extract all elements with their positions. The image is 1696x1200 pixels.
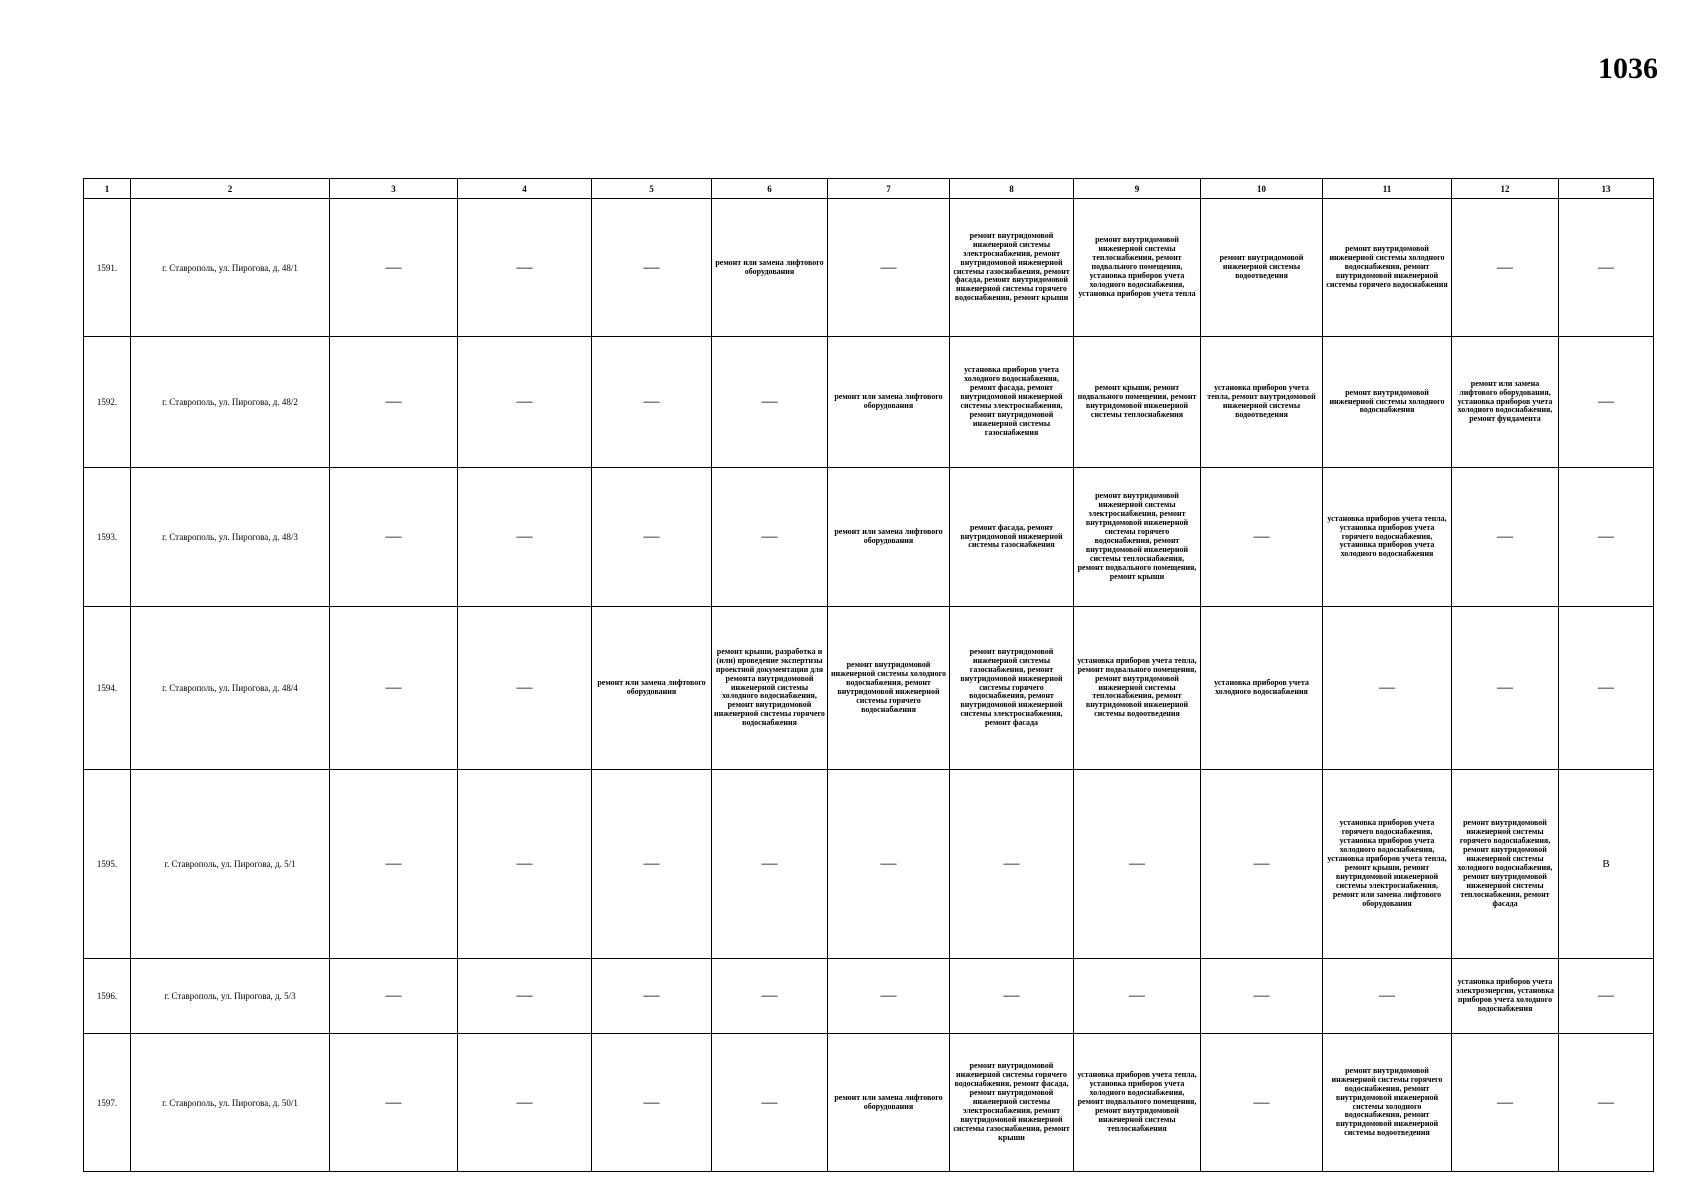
row-number: 1592. xyxy=(84,337,131,468)
address-cell: г. Ставрополь, ул. Пирогова, д. 48/4 xyxy=(131,607,330,770)
work-cell: ремонт или замена лифтового оборудования xyxy=(592,607,712,770)
work-cell: — xyxy=(458,770,592,959)
work-cell: — xyxy=(592,337,712,468)
work-cell: ремонт или замена лифтового оборудования xyxy=(828,468,950,607)
row-number: 1596. xyxy=(84,959,131,1034)
work-cell: ремонт или замена лифтового оборудования xyxy=(712,199,828,337)
table-body xyxy=(84,199,1654,1172)
work-cell: — xyxy=(330,1034,458,1172)
page-number: 1036 xyxy=(1598,52,1658,85)
work-cell: ремонт внутридомовой инженерной системы горячего водоснабжения, ремонт внутридомовой инженерной системы холодного водоснабжения, ремонт внутридомовой инженерной системы водоотведения xyxy=(1323,1034,1452,1172)
work-cell: установка приборов учета тепла, установка приборов учета горячего водоснабжения, установка приборов учета холодного водоснабжения xyxy=(1323,468,1452,607)
row-number: 1591. xyxy=(84,199,131,337)
work-cell: — xyxy=(1452,1034,1559,1172)
work-cell: — xyxy=(712,959,828,1034)
column-number-row xyxy=(84,179,1654,199)
address-cell: г. Ставрополь, ул. Пирогова, д. 5/1 xyxy=(131,770,330,959)
row-number: 1597. xyxy=(84,1034,131,1172)
work-cell: — xyxy=(458,337,592,468)
work-cell: ремонт внутридомовой инженерной системы электроснабжения, ремонт внутридомовой инженерной системы горячего водоснабжения, ремонт внутридомовой инженерной системы теплоснабжения, ремонт подвального помещения, ремонт крыши xyxy=(1074,468,1201,607)
work-cell: ремонт внутридомовой инженерной системы электроснабжения, ремонт внутридомовой инженерной системы газоснабжения, ремонт фасада, ремонт внутридомовой инженерной системы горячего водоснабжения, ремонт крыши xyxy=(950,199,1074,337)
column-header: 13 xyxy=(1559,179,1654,199)
column-header: 11 xyxy=(1323,179,1452,199)
work-cell: — xyxy=(1559,959,1654,1034)
table-row xyxy=(84,468,1654,607)
work-cell: — xyxy=(330,337,458,468)
table-row xyxy=(84,770,1654,959)
work-cell: ремонт внутридомовой инженерной системы холодного водоснабжения xyxy=(1323,337,1452,468)
address-cell: г. Ставрополь, ул. Пирогова, д. 48/2 xyxy=(131,337,330,468)
column-header: 10 xyxy=(1201,179,1323,199)
work-cell: — xyxy=(592,770,712,959)
column-header: 4 xyxy=(458,179,592,199)
work-cell: ремонт внутридомовой инженерной системы теплоснабжения, ремонт подвального помещения, установка приборов учета холодного водоснабжения, установка приборов учета тепла xyxy=(1074,199,1201,337)
work-cell: — xyxy=(1559,337,1654,468)
work-cell: — xyxy=(1559,468,1654,607)
work-cell: установка приборов учета тепла, установка приборов учета холодного водоснабжения, ремонт подвального помещения, ремонт внутридомовой инженерной системы теплоснабжения xyxy=(1074,1034,1201,1172)
address-cell: г. Ставрополь, ул. Пирогова, д. 48/1 xyxy=(131,199,330,337)
work-cell: ремонт или замена лифтового оборудования, установка приборов учета холодного водоснабжения, ремонт фундамента xyxy=(1452,337,1559,468)
work-cell: — xyxy=(1201,959,1323,1034)
column-header: 8 xyxy=(950,179,1074,199)
work-cell: ремонт внутридомовой инженерной системы холодного водоснабжения, ремонт внутридомовой инженерной системы горячего водоснабжения xyxy=(1323,199,1452,337)
work-cell: — xyxy=(592,1034,712,1172)
table-row xyxy=(84,959,1654,1034)
work-cell: ремонт внутридомовой инженерной системы холодного водоснабжения, ремонт внутридомовой инженерной системы горячего водоснабжения xyxy=(828,607,950,770)
table-row xyxy=(84,199,1654,337)
work-cell: — xyxy=(712,337,828,468)
work-cell: — xyxy=(458,607,592,770)
work-cell: ремонт внутридомовой инженерной системы водоотведения xyxy=(1201,199,1323,337)
work-cell: — xyxy=(592,199,712,337)
table-row xyxy=(84,1034,1654,1172)
table-row xyxy=(84,337,1654,468)
column-header: 1 xyxy=(84,179,131,199)
work-cell: — xyxy=(1323,959,1452,1034)
row-number: 1595. xyxy=(84,770,131,959)
work-cell: — xyxy=(330,607,458,770)
work-cell: — xyxy=(828,959,950,1034)
work-cell: — xyxy=(458,199,592,337)
work-cell: установка приборов учета тепла, ремонт подвального помещения, ремонт внутридомовой инженерной системы теплоснабжения, ремонт внутридомовой инженерной системы водоотведения xyxy=(1074,607,1201,770)
work-cell: ремонт или замена лифтового оборудования xyxy=(828,337,950,468)
work-cell: — xyxy=(1452,468,1559,607)
address-cell: г. Ставрополь, ул. Пирогова, д. 48/3 xyxy=(131,468,330,607)
work-cell: — xyxy=(1559,1034,1654,1172)
work-cell: — xyxy=(712,468,828,607)
work-cell: — xyxy=(712,770,828,959)
work-cell: ремонт крыши, ремонт подвального помещения, ремонт внутридомовой инженерной системы теплоснабжения xyxy=(1074,337,1201,468)
work-cell: — xyxy=(330,959,458,1034)
row-number: 1594. xyxy=(84,607,131,770)
work-cell: — xyxy=(1559,607,1654,770)
work-cell: — xyxy=(1452,607,1559,770)
column-header: 6 xyxy=(712,179,828,199)
column-header: 5 xyxy=(592,179,712,199)
column-header: 7 xyxy=(828,179,950,199)
column-header: 3 xyxy=(330,179,458,199)
work-cell: — xyxy=(592,959,712,1034)
work-cell: ремонт внутридомовой инженерной системы горячего водоснабжения, ремонт фасада, ремонт внутридомовой инженерной системы электроснабжения, ремонт внутридомовой инженерной системы газоснабжения, ремонт крыши xyxy=(950,1034,1074,1172)
repair-schedule-table xyxy=(83,178,1654,1172)
work-cell: — xyxy=(1559,199,1654,337)
column-header: 12 xyxy=(1452,179,1559,199)
work-cell: — xyxy=(330,770,458,959)
work-cell: установка приборов учета тепла, ремонт внутридомовой инженерной системы водоотведения xyxy=(1201,337,1323,468)
work-cell: — xyxy=(458,468,592,607)
column-header: 2 xyxy=(131,179,330,199)
work-cell: — xyxy=(592,468,712,607)
work-cell: ремонт крыши, разработка и (или) проведение экспертизы проектной документации для ремонта внутридомовой инженерной системы холодного водоснабжения, ремонт внутридомовой инженерной системы горячего водоснабжения xyxy=(712,607,828,770)
work-cell: ремонт внутридомовой инженерной системы горячего водоснабжения, ремонт внутридомовой инженерной системы холодного водоснабжения, ремонт внутридомовой инженерной системы теплоснабжения, ремонт фасада xyxy=(1452,770,1559,959)
work-cell: установка приборов учета холодного водоснабжения xyxy=(1201,607,1323,770)
work-cell: ремонт или замена лифтового оборудования xyxy=(828,1034,950,1172)
row-number: 1593. xyxy=(84,468,131,607)
work-cell: — xyxy=(458,959,592,1034)
work-cell: — xyxy=(950,959,1074,1034)
work-cell: — xyxy=(1201,770,1323,959)
work-cell: — xyxy=(1201,1034,1323,1172)
work-cell: — xyxy=(1074,770,1201,959)
work-cell: — xyxy=(828,770,950,959)
work-cell: установка приборов учета электроэнергии, установка приборов учета холодного водоснабжения xyxy=(1452,959,1559,1034)
column-header: 9 xyxy=(1074,179,1201,199)
work-cell: — xyxy=(1452,199,1559,337)
address-cell: г. Ставрополь, ул. Пирогова, д. 50/1 xyxy=(131,1034,330,1172)
work-cell: — xyxy=(330,468,458,607)
work-cell: установка приборов учета горячего водоснабжения, установка приборов учета холодного водоснабжения, установка приборов учета тепла, ремонт крыши, ремонт внутридомовой инженерной системы электроснабжения, ремонт или замена лифтового оборудования xyxy=(1323,770,1452,959)
work-cell: ремонт фасада, ремонт внутридомовой инженерной системы газоснабжения xyxy=(950,468,1074,607)
table-row xyxy=(84,607,1654,770)
work-cell: — xyxy=(712,1034,828,1172)
work-cell: — xyxy=(828,199,950,337)
work-cell: — xyxy=(330,199,458,337)
work-cell: — xyxy=(950,770,1074,959)
address-cell: г. Ставрополь, ул. Пирогова, д. 5/3 xyxy=(131,959,330,1034)
work-cell: — xyxy=(1323,607,1452,770)
work-cell: — xyxy=(1201,468,1323,607)
work-cell: — xyxy=(458,1034,592,1172)
work-cell: установка приборов учета холодного водоснабжения, ремонт фасада, ремонт внутридомовой инженерной системы электроснабжения, ремонт внутридомовой инженерной системы газоснабжения xyxy=(950,337,1074,468)
work-cell: ремонт внутридомовой инженерной системы газоснабжения, ремонт внутридомовой инженерной системы горячего водоснабжения, ремонт внутридомовой инженерной системы электроснабжения, ремонт фасада xyxy=(950,607,1074,770)
work-cell: — xyxy=(1074,959,1201,1034)
work-cell: В xyxy=(1559,770,1654,959)
